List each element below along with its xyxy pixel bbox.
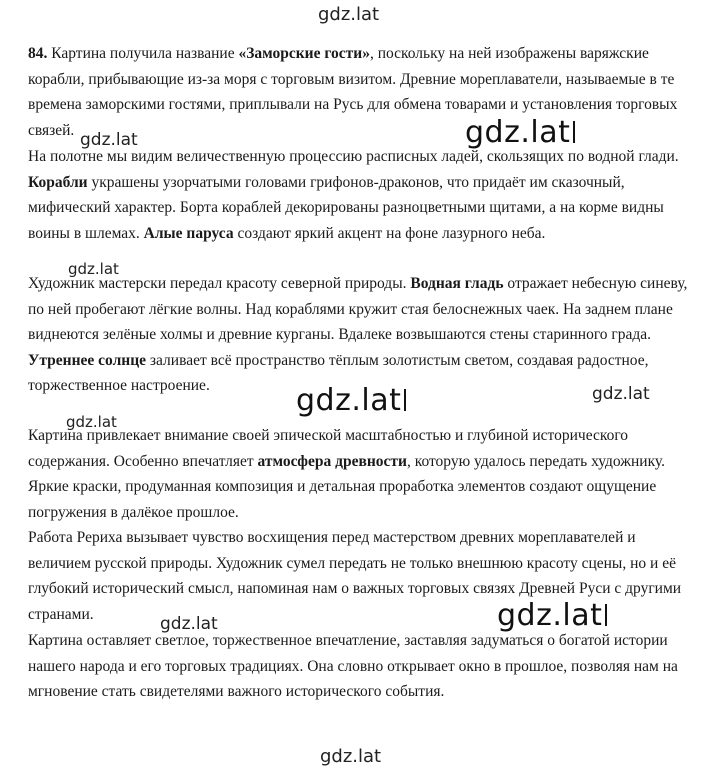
paragraph-text: , поскольку на ней изображены варяжские корабли, прибывающие из-за моря с торговым визитом. Древние мореплаватели, называемые в те времена заморскими гостями, приплывали на Русь для обмена товарами и установления торговых связей. [28,45,678,139]
paragraph-1 [28,41,698,143]
watermark: gdz.lat [296,386,406,416]
bold-term: Алые паруса [143,224,234,242]
watermark: gdz.lat [160,614,218,634]
watermark: gdz.lat [318,4,380,25]
watermark: gdz.lat [68,260,119,278]
paragraph-6 [28,628,698,705]
paragraph-text: отражает небесную синеву, по ней пробегают лёгкие волны. Над кораблями кружит стая белоснежных чаек. На заднем плане виднеются зелёные холмы и древние курганы. Вдалеке возвышаются стены старинного града. [28,275,688,343]
paragraph-text: Картина привлекает внимание своей эпической масштабностью и глубиной исторического содержания. Особенно впечатляет [28,427,629,470]
paragraph-text: заливает всё пространство тёплым золотистым светом, создавая радостное, торжественное настроение. [28,351,649,394]
paragraph-text: На полотне мы видим величественную процессию расписных ладей, скользящих по водной глади. [28,148,679,165]
exercise-number: 84. [28,45,48,62]
bold-term: атмосфера древности [257,452,407,470]
paragraph-text: Художник мастерски передал красоту северной природы. [28,275,411,292]
paragraph-text: Картина оставляет светлое, торжественное впечатление, заставляя задуматься о богатой истории нашего народа и его торговых традициях. Она словно открывает окно в прошлое, позволяя нам на мгновение стать свидетелями важного исторического события. [28,632,678,700]
paragraph-4 [28,423,698,525]
bold-term: Утреннее солнце [28,351,147,369]
painting-title: «Заморские гости» [238,45,370,62]
bold-term: Корабли [28,173,88,191]
paragraph-text: украшены узорчатыми головами грифонов-драконов, что придаёт им сказочный, мифический характер. Борта кораблей декорированы разноцветными щитами, а на корме видны воины в шлемах. [28,173,664,242]
watermark: gdz.lat [465,118,575,148]
watermark: gdz.lat [80,130,138,150]
paragraph-text: Картина получила название [47,45,239,62]
watermark: gdz.lat [66,413,117,431]
bold-term: Водная гладь [410,275,504,292]
paragraph-text: , которую удалось передать художнику. Яркие краски, продуманная композиция и детальная проработка элементов создают ощущение погружения в далёкое прошлое. [28,452,665,521]
watermark: gdz.lat [320,746,382,767]
paragraph-text: Работа Рериха вызывает чувство восхищения перед мастерством древних мореплавателей и величием русской природы. Художник сумел передать не только внешнюю красоту сцены, но и её глубокий исторический смысл, напоминая нам о важных торговых связях Древней Руси с другими странами. [28,529,682,623]
paragraph-2 [28,144,698,246]
paragraph-text: создают яркий акцент на фоне лазурного неба. [233,224,546,242]
paragraph-3 [28,271,698,399]
watermark: gdz.lat [497,601,607,631]
watermark: gdz.lat [592,384,650,404]
